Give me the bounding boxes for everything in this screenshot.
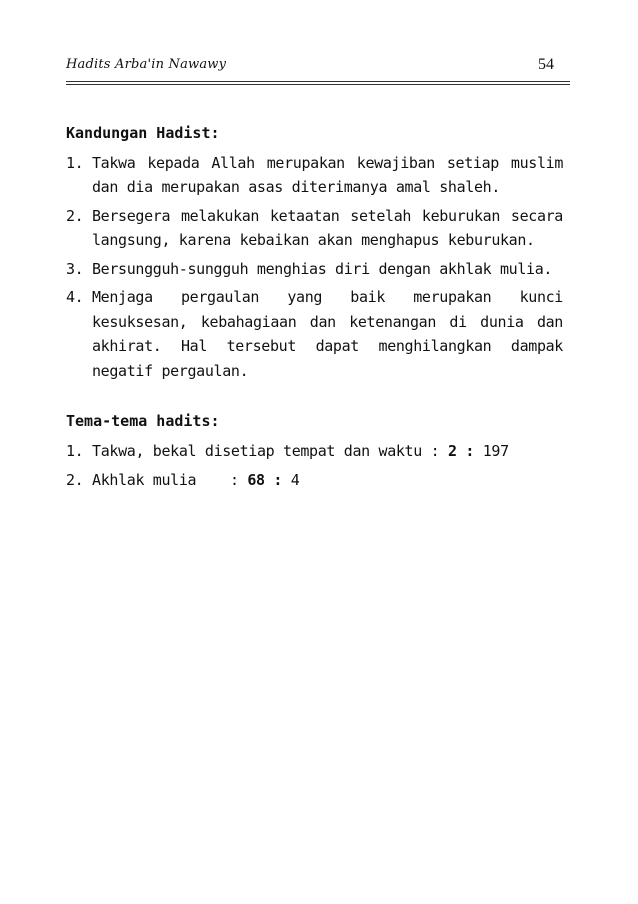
list-item-number: 4. — [66, 288, 84, 306]
tema-item-label: 2. Akhlak mulia — [66, 471, 197, 489]
header-rule-bottom — [66, 84, 570, 85]
tema-item-ref-num: 197 — [482, 441, 509, 460]
tema-item — [66, 468, 563, 493]
kandungan-list — [66, 151, 563, 384]
page-number: 54 — [538, 56, 554, 73]
tema-heading: Tema-tema hadits: — [66, 412, 220, 430]
list-item — [66, 204, 563, 253]
list-item-text: Takwa kepada Allah merupakan kewajiban setiap muslim dan dia merupakan asas diterimanya amal shaleh. — [92, 153, 563, 196]
tema-item — [66, 439, 563, 464]
tema-section — [66, 409, 563, 493]
list-item-text: Bersungguh-sungguh menghias diri dengan akhlak mulia. — [92, 259, 553, 278]
list-item-number: 1. — [66, 153, 84, 172]
list-item-number: 2. — [66, 206, 84, 225]
tema-item-label: 1. Takwa, bekal disetiap tempat dan waktu : — [66, 441, 440, 460]
running-title: Hadits Arba'in Nawawy — [66, 57, 227, 72]
tema-item-ref-bold: 2 : — [447, 441, 475, 460]
tema-item-ref-bold: 68 : — [247, 471, 283, 489]
list-item — [66, 257, 563, 282]
list-item-text: Menjaga pergaulan yang baik merupakan kunci kesuksesan, kebahagiaan dan ketenangan di dunia dan akhirat. Hal tersebut dapat menghilangkan dampak negatif pergaulan. — [92, 288, 563, 380]
list-item-text: Bersegera melakukan ketaatan setelah keburukan secara langsung, karena kebaikan akan menghapus keburukan. — [92, 206, 563, 249]
list-item — [66, 285, 563, 383]
page-header — [66, 55, 570, 79]
list-item-number: 3. — [66, 259, 84, 278]
header-rule-top — [66, 81, 570, 82]
list-item — [66, 151, 563, 200]
page-body — [66, 121, 563, 493]
kandungan-heading: Kandungan Hadist: — [66, 124, 220, 142]
tema-item-separator: : — [230, 471, 239, 489]
tema-item-ref-num: 4 — [290, 471, 300, 489]
